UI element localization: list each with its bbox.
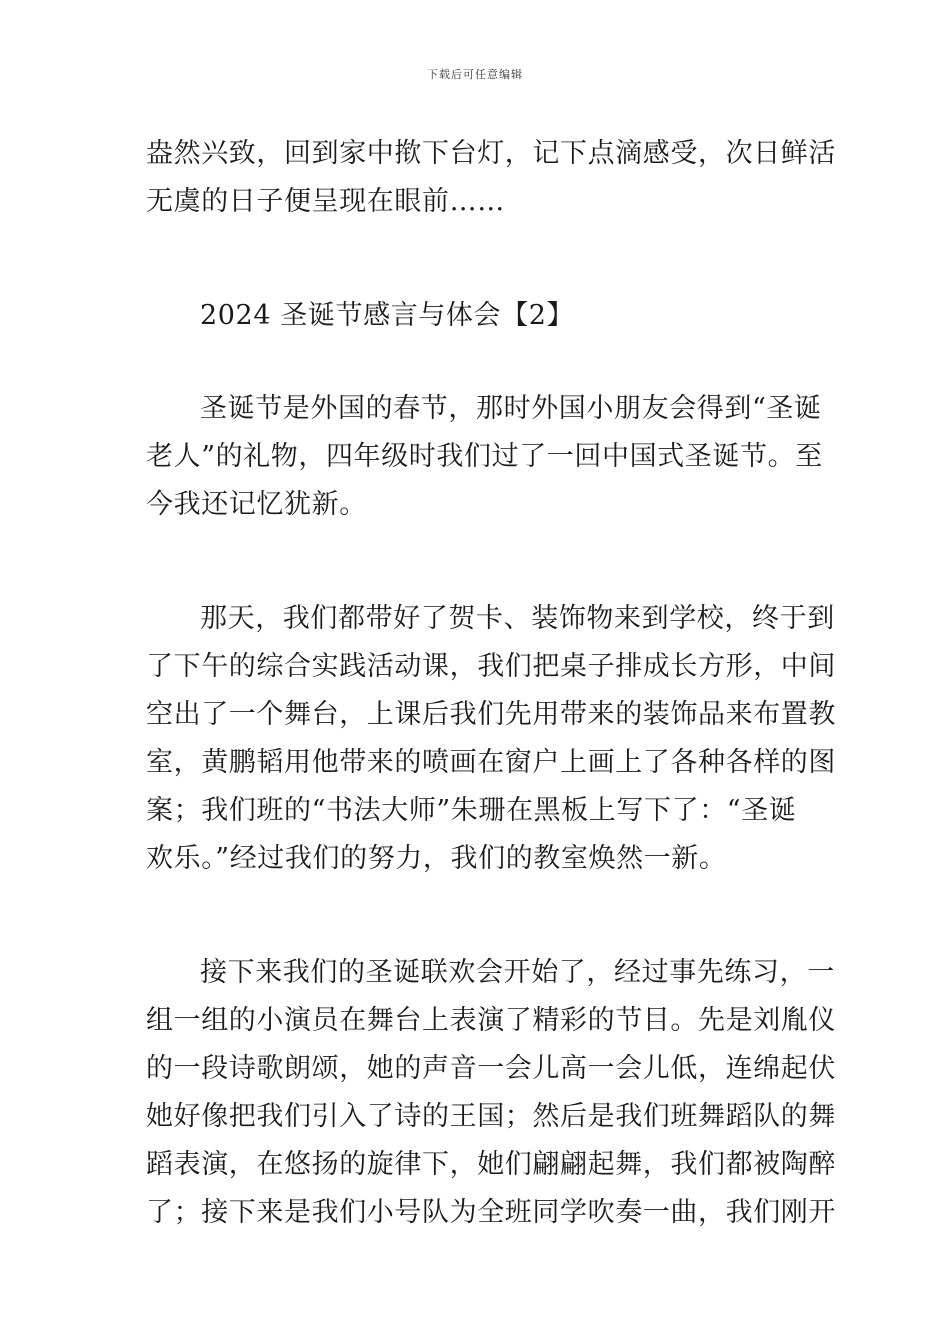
document-body bbox=[146, 130, 836, 1237]
section-heading bbox=[146, 292, 810, 340]
text-line: 室，黄鹏韬用他带来的喷画在窗户上画上了各种各样的图 bbox=[146, 747, 836, 778]
text-line: 老人”的礼物，四年级时我们过了一回中国式圣诞节。至 bbox=[146, 441, 823, 472]
text-line: 空出了一个舞台，上课后我们先用带来的装饰品来布置教 bbox=[146, 699, 836, 730]
text-line: 了下午的综合实践活动课，我们把桌子排成长方形，中间 bbox=[146, 651, 836, 682]
paragraph bbox=[146, 130, 836, 226]
text-line: 今我还记忆犹新。 bbox=[146, 489, 367, 520]
heading-line: 2024 圣诞节感言与体会【2】 bbox=[200, 300, 575, 331]
page-header-note: 下载后可任意编辑 bbox=[427, 68, 523, 81]
text-line: 接下来我们的圣诞联欢会开始了，经过事先练习，一 bbox=[200, 957, 835, 988]
text-line: 无虞的日子便呈现在眼前…… bbox=[146, 186, 505, 217]
text-line: 组一组的小演员在舞台上表演了精彩的节目。先是刘胤仪 bbox=[146, 1005, 836, 1036]
text-line: 盎然兴致，回到家中揿下台灯，记下点滴感受，次日鲜活 bbox=[146, 138, 836, 169]
paragraph bbox=[146, 595, 836, 883]
text-line: 那天，我们都带好了贺卡、装饰物来到学校，终于到 bbox=[200, 603, 835, 634]
text-line: 圣诞节是外国的春节，那时外国小朋友会得到“圣诞 bbox=[200, 393, 822, 424]
paragraph bbox=[146, 949, 836, 1237]
text-line: 案；我们班的“书法大师”朱珊在黑板上写下了：“圣诞 bbox=[146, 795, 797, 826]
text-line: 她好像把我们引入了诗的王国；然后是我们班舞蹈队的舞 bbox=[146, 1101, 836, 1132]
text-line: 的一段诗歌朗颂，她的声音一会儿高一会儿低，连绵起伏 bbox=[146, 1053, 836, 1084]
text-line: 蹈表演，在悠扬的旋律下，她们翩翩起舞，我们都被陶醉 bbox=[146, 1149, 836, 1180]
paragraph bbox=[146, 385, 823, 529]
text-line: 欢乐。”经过我们的努力，我们的教室焕然一新。 bbox=[146, 843, 727, 874]
text-line: 了；接下来是我们小号队为全班同学吹奏一曲，我们刚开 bbox=[146, 1197, 836, 1228]
